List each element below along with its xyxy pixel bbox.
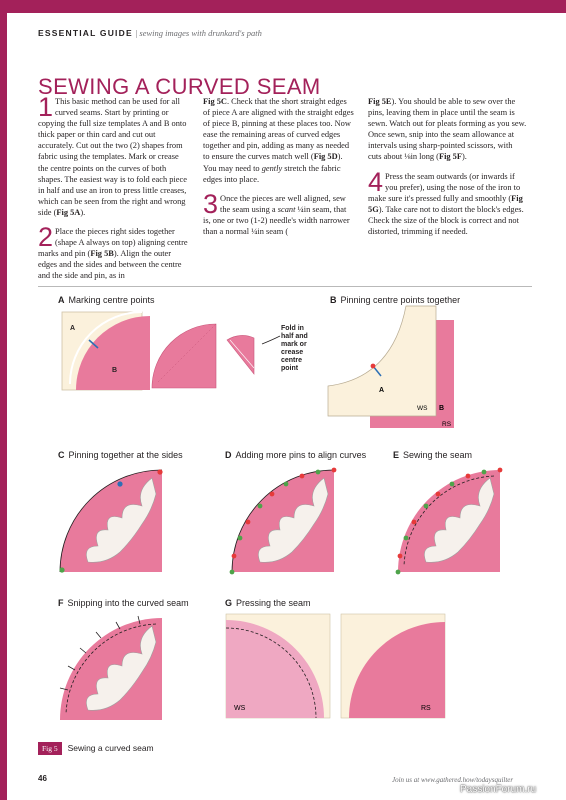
piece-b-label: B <box>112 367 118 374</box>
panel-g-label <box>225 598 311 608</box>
step-3 <box>203 188 355 237</box>
page-title: SEWING A CURVED SEAM <box>38 74 321 99</box>
panel-c-label <box>58 450 183 460</box>
panel-c-letter: C <box>58 450 65 460</box>
panel-a-letter: A <box>58 295 65 305</box>
panel-f-title: Snipping into the curved seam <box>67 598 189 608</box>
pin-green <box>59 567 64 572</box>
panel-d-label <box>225 450 366 460</box>
step-3-end: ). <box>461 152 467 162</box>
step-3-text-2: ¼in seam, that is, one or two (1-2) needle's width narrower than a normal ¼in seam ( <box>203 204 350 237</box>
figure-caption-text: Sewing a curved seam <box>67 743 154 753</box>
panel-f-illustration <box>56 614 168 726</box>
piece-a-label: A <box>70 325 76 332</box>
step-3-fig-ref-e: Fig 5E <box>368 97 392 106</box>
step-1-text: This basic method can be used for all curved seams. Start by printing or copying the full size templates A and B onto thick paper or thin card and cut out accurately. Cut out the two (2) shapes from fabric using the templates. Mark or crease the centre points on the curves of both shapes. The easiest way is to fold each piece in half and use an iron to press little creases, which can be seen from the right and wrong side ( <box>38 97 187 217</box>
panel-c-illustration <box>56 466 166 578</box>
panel-a-folded <box>214 318 312 384</box>
panel-a-pieces-illustration <box>62 312 154 394</box>
piece-b-label-b: B <box>439 405 445 412</box>
panel-a-title: Marking centre points <box>68 295 155 305</box>
pin-blue <box>117 481 122 486</box>
panel-f-label <box>58 598 189 608</box>
figure-tag: Fig 5 <box>38 742 62 755</box>
step-2-continued <box>203 96 355 185</box>
step-4-fig-ref: Fig 5G <box>368 193 523 214</box>
panel-b-illustration <box>326 306 466 432</box>
step-2 <box>38 222 190 281</box>
text-column-3 <box>368 96 528 245</box>
step-2-fig-ref: Fig 5B <box>90 249 114 259</box>
step-1-end: ). <box>80 207 86 217</box>
step-3-text-3: ). You should be able to sew over the pins, leaving them in place until the seam is sewn. Watch out for pleats forming as you sew. Once sewn, snip into the seam allowance at intervals using sharp-pointed scissors, with cuts about ⅛in long ( <box>368 97 527 162</box>
step-4-text-2: ). Take care not to distort the block's edges. Check the size of the block is correct and not distorted, trimming if needed. <box>368 204 524 237</box>
ws-label-g: WS <box>234 705 246 712</box>
step-2-number: 2 <box>38 222 54 253</box>
page-number: 46 <box>38 774 47 783</box>
text-column-1 <box>38 92 190 290</box>
pointer-arrow <box>262 336 280 344</box>
panel-a-quarter-circle <box>150 322 220 392</box>
step-1 <box>38 92 190 218</box>
piece-a-over <box>328 306 436 416</box>
watermark: PassionForum.ru <box>460 784 537 795</box>
section-divider <box>38 286 532 287</box>
header-separator: | <box>132 28 140 38</box>
panel-g-letter: G <box>225 598 233 608</box>
panel-e-label <box>393 450 472 460</box>
fold-note: Fold in half and mark or crease centre point <box>281 325 308 372</box>
left-edge-bar <box>0 0 7 800</box>
step-2-text-5: stretch the fabric edges into place. <box>203 163 341 184</box>
panel-f-letter: F <box>58 598 64 608</box>
piece-a-label-b: A <box>379 387 385 394</box>
step-2-text: Place the pieces right sides together (shape A always on top) aligning centre marks and pin ( <box>38 227 188 259</box>
panel-b-title: Pinning centre points together <box>340 295 461 305</box>
text-column-2 <box>203 96 355 245</box>
panel-e-illustration <box>394 466 504 578</box>
panel-d-illustration <box>228 466 338 578</box>
panel-g-wrong-side <box>226 614 332 720</box>
figure-caption <box>38 742 154 755</box>
step-3-emphasis: scant <box>277 204 296 214</box>
step-2-text-cont: ). Align the outer edges and the sides and between the centre and the side and pin, as in <box>38 249 182 281</box>
panel-c-title: Pinning together at the sides <box>68 450 183 460</box>
step-4-text: Press the seam outwards (or inwards if you prefer), using the nose of the iron to make sure it's pressed fully and smoothly ( <box>368 171 521 203</box>
step-4 <box>368 166 528 238</box>
step-2-text-4: ). You may need to <box>203 152 343 173</box>
panel-d-title: Adding more pins to align curves <box>235 450 367 460</box>
rs-label-g: RS <box>421 705 431 712</box>
panel-b-letter: B <box>330 295 337 305</box>
panel-g-right-side <box>341 614 447 720</box>
step-3-continued <box>368 96 528 163</box>
step-2-fig-ref-c: Fig 5C <box>203 97 227 106</box>
step-1-number: 1 <box>38 92 54 122</box>
header-guide: ESSENTIAL GUIDE <box>38 28 133 38</box>
panel-d-letter: D <box>225 450 232 460</box>
running-header <box>38 28 262 38</box>
step-3-text: Once the pieces are well aligned, sew the seam using a <box>220 193 346 214</box>
panel-e-title: Sewing the seam <box>403 450 473 460</box>
step-3-number: 3 <box>203 188 219 219</box>
panel-a-label <box>58 295 155 305</box>
panel-e-letter: E <box>393 450 400 460</box>
panel-b-label <box>330 295 460 305</box>
footer-url: Join us at www.gathered.how/todaysquilter <box>392 776 514 784</box>
top-edge-bar <box>0 0 566 13</box>
panel-g-title: Pressing the seam <box>236 598 311 608</box>
step-2-fig-ref-d: Fig 5D <box>313 152 338 162</box>
step-1-fig-ref: Fig 5A <box>56 207 81 217</box>
pin-red <box>157 469 162 474</box>
rs-label-b: RS <box>442 421 452 428</box>
step-3-fig-ref-f: Fig 5F <box>438 152 462 162</box>
pin-head <box>371 364 376 369</box>
step-2-emphasis: gently <box>261 163 283 173</box>
step-2-text-3: . Check that the short straight edges of piece A are aligned with the straight edges of piece B, pinning at these places too. Now ease the remaining areas of curved edges together and pin, adding as many as needed to ensure the curves match well ( <box>203 97 354 162</box>
ws-label-b: WS <box>417 405 428 412</box>
header-subtitle: sewing images with drunkard's path <box>139 28 262 38</box>
step-4-number: 4 <box>368 166 384 197</box>
